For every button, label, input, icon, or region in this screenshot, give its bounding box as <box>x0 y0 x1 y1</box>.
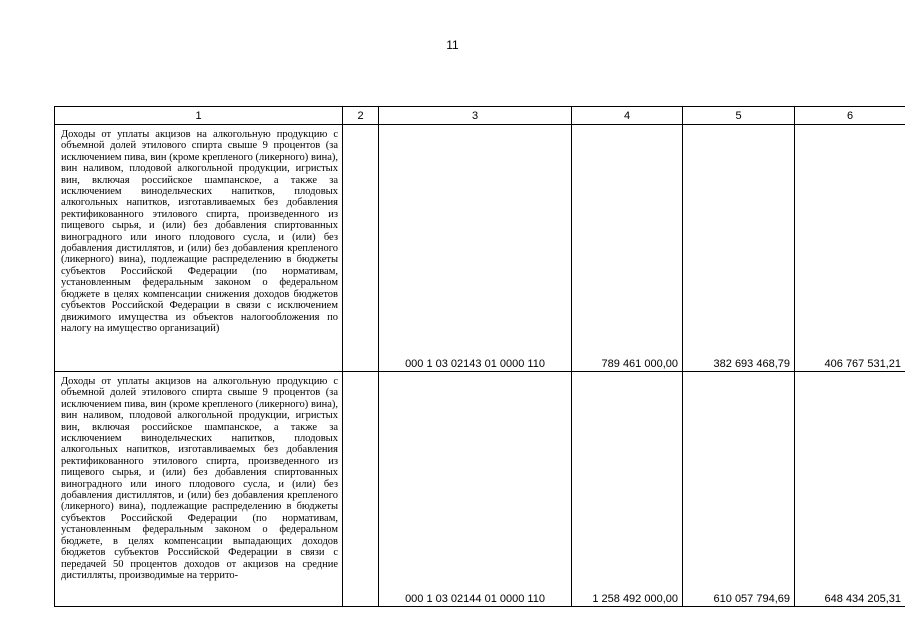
row-col2 <box>343 372 379 607</box>
column-header-2: 2 <box>343 107 379 125</box>
row-col4-value: 789 461 000,00 <box>572 125 683 372</box>
row-description <box>55 125 343 372</box>
row-col5-value: 382 693 468,79 <box>683 125 795 372</box>
row-col4-value: 1 258 492 000,00 <box>572 372 683 607</box>
table-header-row <box>55 107 905 125</box>
column-header-1: 1 <box>55 107 343 125</box>
row-description-text: Доходы от уплаты акцизов на алкогольную продукцию с объемной долей этилового спирта свыше 9 процентов (за исключением пива, вин (кроме крепленого (ликерного) вина), вин наливом, плодовой алкогольной продукции, игристых вин, включая российское шампанское, а также за исключением винодельческих напитков, плодовых алкогольных напитков, изготавливаемых без добавления ректификованного этилового спирта, произведенного из пищевого сырья, и (или) без добавления спиртованных виноградного или иного плодового сусла, и (или) без добавления дистиллятов, и (или) без добавления крепленого (ликерного) вина), подлежащие распределению в бюджеты субъектов Российской Федерации (по нормативам, установленным федеральным законом о федеральном бюджете, в целях компенсации выпадающих доходов бюджетов субъектов Российской Федерации в связи с передачей 50 процентов доходов от акцизов на средние дистилляты, производимые на террито- <box>61 376 338 581</box>
row-description-text: Доходы от уплаты акцизов на алкогольную продукцию с объемной долей этилового спирта свыше 9 процентов (за исключением пива, вин (кроме крепленого (ликерного) вина), вин наливом, плодовой алкогольной продукции, игристых вин, включая российское шампанское, а также за исключением винодельческих напитков, плодовых алкогольных напитков, изготавливаемых без добавления ректификованного этилового спирта, произведенного из пищевого сырья, и (или) без добавления спиртованных виноградного или иного плодового сусла, и (или) без добавления дистиллятов, и (или) без добавления крепленого (ликерного) вина), подлежащие распределению в бюджеты субъектов Российской Федерации (по нормативам, установленным федеральным законом о федеральном бюджете в целях компенсации снижения доходов бюджетов субъектов Российской Федерации в связи с исключением движимого имущества из объектов налогообложения по налогу на имущество организаций) <box>61 129 338 334</box>
row-col6-value: 648 434 205,31 <box>795 372 905 607</box>
table-row <box>55 372 905 607</box>
row-description <box>55 372 343 607</box>
column-header-6: 6 <box>795 107 905 125</box>
row-col2 <box>343 125 379 372</box>
row-budget-code: 000 1 03 02144 01 0000 110 <box>379 372 572 607</box>
table-row <box>55 125 905 372</box>
revenue-table <box>54 106 905 607</box>
row-col5-value: 610 057 794,69 <box>683 372 795 607</box>
row-budget-code: 000 1 03 02143 01 0000 110 <box>379 125 572 372</box>
row-col6-value: 406 767 531,21 <box>795 125 905 372</box>
page-number: 11 <box>446 38 459 52</box>
column-header-3: 3 <box>379 107 572 125</box>
column-header-5: 5 <box>683 107 795 125</box>
column-header-4: 4 <box>572 107 683 125</box>
